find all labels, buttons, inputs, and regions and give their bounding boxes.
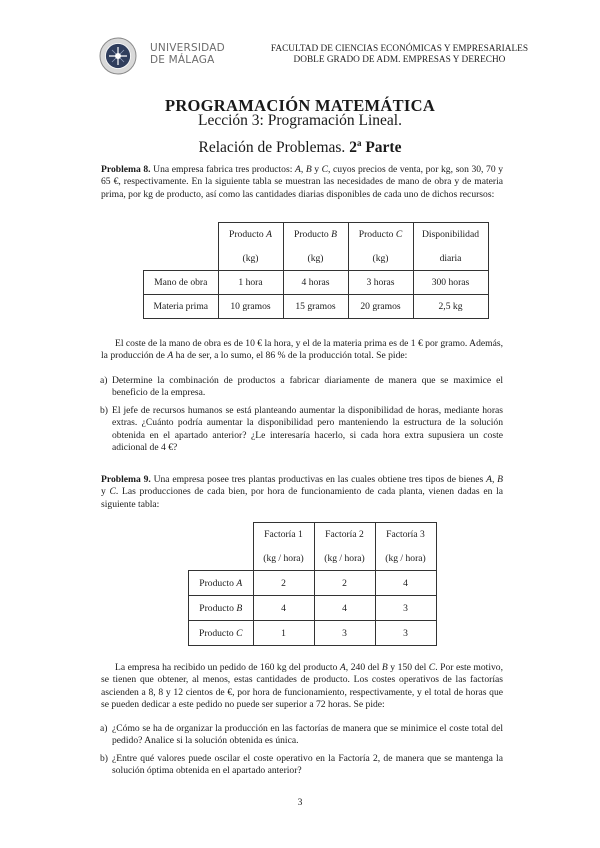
conditions-text: . Por este motivo, se tienen que obtener, al menos, estas cantidades de producto. Los costes operativos de las factorías ascienden a 8, 8 y 12 cientos de €, por hora de funcionamiento, respectivamente, y el total de horas que se pueden dedicar a este pedido no puede ser superior a 72 horas. Se pide: bbox=[101, 662, 503, 711]
table-row bbox=[189, 621, 437, 646]
table-cell: 4 bbox=[314, 596, 375, 621]
var-c: C bbox=[428, 662, 436, 673]
row-label bbox=[189, 621, 254, 646]
header-unit: (kg / hora) bbox=[324, 552, 365, 564]
faculty-line2: DOBLE GRADO DE ADM. EMPRESAS Y DERECHO bbox=[293, 55, 506, 65]
table-cell: 4 horas bbox=[283, 271, 348, 295]
header-unit: diaria bbox=[439, 252, 462, 264]
var-a: A bbox=[294, 164, 301, 175]
row-label-text: Producto bbox=[199, 627, 237, 639]
table-cell: 1 bbox=[253, 621, 314, 646]
problem9-item-a bbox=[100, 723, 503, 748]
header-text: Factoría 2 bbox=[325, 528, 364, 540]
header-unit: (kg / hora) bbox=[263, 552, 304, 564]
item-text: ¿Cómo se ha de organizar la producción en las factorías de manera que se minimice el coste total del pedido? Analice si la solución obtenida es única. bbox=[112, 723, 503, 747]
table-cell: 20 gramos bbox=[348, 295, 413, 319]
header-product-a bbox=[218, 223, 283, 271]
table-cell: 3 bbox=[375, 621, 436, 646]
problem8-statement bbox=[101, 164, 503, 201]
empty-cell bbox=[189, 523, 254, 571]
university-logo bbox=[98, 36, 144, 76]
header-text: Producto bbox=[229, 228, 267, 240]
header-unit: (kg) bbox=[307, 252, 324, 264]
row-label: Materia prima bbox=[144, 295, 219, 319]
header-availability bbox=[413, 223, 488, 271]
sep: y bbox=[101, 486, 110, 498]
faculty-name bbox=[271, 44, 528, 66]
table-row bbox=[189, 571, 437, 596]
conditions-text: y 150 del bbox=[387, 662, 429, 673]
header-var: C bbox=[395, 228, 403, 240]
table-cell: 3 bbox=[314, 621, 375, 646]
university-name-line2: DE MÁLAGA bbox=[150, 54, 215, 66]
conditions-text: El coste de la mano de obra es de 10 € la hora, y el de la materia prima es de 1 € por gramo. Además, la producción de bbox=[101, 338, 503, 362]
item-text: El jefe de recursos humanos se está planteando aumentar la disponibilidad de horas, mediante horas extras. ¿Cuánto podría aumentar la disponibilidad pero manteniendo la estructura de la solución obtenida en el apartado anterior? ¿Le interesaría hacerlo, si cada hora extra supusiera un coste adicional de 4 €? bbox=[112, 405, 503, 454]
var-c: C bbox=[321, 164, 329, 175]
university-name bbox=[150, 42, 225, 66]
header-unit: (kg) bbox=[372, 252, 389, 264]
page-header bbox=[98, 36, 528, 80]
var-a: A bbox=[486, 474, 492, 485]
table-cell: 300 horas bbox=[413, 271, 488, 295]
row-label bbox=[189, 571, 254, 596]
lesson-title: Lección 3: Programación Lineal. bbox=[197, 112, 402, 129]
relation-title bbox=[0, 134, 600, 157]
course-title: PROGRAMACIÓN MATEMÁTICA bbox=[164, 96, 436, 115]
empty-cell bbox=[144, 223, 219, 271]
faculty-line1: FACULTAD DE CIENCIAS ECONÓMICAS Y EMPRESARIALES bbox=[270, 44, 528, 54]
header-text: Factoría 3 bbox=[386, 528, 425, 540]
part-number: 2 bbox=[349, 139, 357, 157]
row-label-text: Producto bbox=[199, 577, 237, 589]
problem8-table bbox=[143, 222, 489, 319]
relation-text: Relación de Problemas. bbox=[198, 139, 346, 157]
item-mark: b) bbox=[100, 405, 108, 416]
row-label-var: B bbox=[236, 602, 243, 614]
row-label: Mano de obra bbox=[144, 271, 219, 295]
table-cell: 1 hora bbox=[218, 271, 283, 295]
problem8-intro-text-2: , cuyos precios de venta, por kg, son 30, 70 y 65 €, respectivamente. En la siguiente tabla se muestran las necesidades de mano de obra y de materia prima, por kg de producto, así como las cantidades diarias disponibles de cada uno de dichos recursos: bbox=[101, 164, 504, 200]
item-mark: b) bbox=[100, 753, 108, 764]
var-a: A bbox=[167, 350, 174, 362]
part-superscript: a bbox=[356, 138, 362, 148]
item-mark: a) bbox=[100, 723, 108, 734]
table-cell: 15 gramos bbox=[283, 295, 348, 319]
table-row bbox=[144, 271, 489, 295]
header-var: A bbox=[266, 228, 272, 240]
conditions-text-2: ha de ser, a lo sumo, el 86 % de la producción total. Se pide: bbox=[173, 350, 408, 362]
sep: y bbox=[311, 164, 322, 175]
table-cell: 2 bbox=[314, 571, 375, 596]
var-b: B bbox=[497, 474, 504, 485]
header-factory-1 bbox=[253, 523, 314, 571]
table-row bbox=[144, 295, 489, 319]
table-cell: 3 bbox=[375, 596, 436, 621]
problem8-intro-text: Una empresa fabrica tres productos: bbox=[153, 164, 295, 175]
item-text: Determine la combinación de productos a fabricar diariamente de manera que se maximice el beneficio de la empresa. bbox=[112, 375, 503, 399]
header-product-c bbox=[348, 223, 413, 271]
header-text: Factoría 1 bbox=[264, 528, 303, 540]
var-c: C bbox=[109, 486, 116, 498]
table-header-row bbox=[189, 523, 437, 571]
part-word: Parte bbox=[365, 139, 402, 157]
header-unit: (kg) bbox=[242, 252, 259, 264]
problem8-item-a bbox=[100, 375, 503, 400]
table-row bbox=[189, 596, 437, 621]
table-cell: 4 bbox=[375, 571, 436, 596]
problem9-label: Problema 9. bbox=[101, 474, 151, 485]
table-cell: 2,5 kg bbox=[413, 295, 488, 319]
row-label bbox=[189, 596, 254, 621]
conditions-text: , 240 del bbox=[345, 662, 382, 673]
item-text: ¿Entre qué valores puede oscilar el coste operativo en la Factoría 2, de manera que se mantenga la solución óptima obtenida en el apartado anterior? bbox=[112, 753, 503, 777]
var-b: B bbox=[381, 662, 388, 673]
var-b: B bbox=[305, 164, 312, 175]
problem9-table bbox=[188, 522, 437, 646]
header-text: Disponibilidad bbox=[421, 228, 480, 240]
table-cell: 3 horas bbox=[348, 271, 413, 295]
header-text: Producto bbox=[294, 228, 332, 240]
header-factory-2 bbox=[314, 523, 375, 571]
conditions-text: La empresa ha recibido un pedido de 160 kg del producto bbox=[115, 662, 340, 673]
sep: , bbox=[491, 474, 498, 485]
problem8-conditions bbox=[101, 338, 503, 363]
header-product-b bbox=[283, 223, 348, 271]
problem8-label: Problema 8. bbox=[101, 164, 151, 175]
table-cell: 4 bbox=[253, 596, 314, 621]
problem9-intro-text: Una empresa posee tres plantas productivas en las cuales obtiene tres tipos de bienes bbox=[153, 474, 487, 485]
page-number: 3 bbox=[297, 797, 303, 808]
problem9-conditions bbox=[101, 662, 503, 712]
table-cell: 10 gramos bbox=[218, 295, 283, 319]
problem9-intro-text-2: . Las producciones de cada bien, por hora de funcionamiento de cada planta, vienen dadas en la siguiente tabla: bbox=[101, 486, 503, 510]
problem9-item-b bbox=[100, 753, 503, 778]
sep: , bbox=[300, 164, 306, 175]
row-label-var: A bbox=[236, 577, 243, 589]
table-header-row bbox=[144, 223, 489, 271]
header-unit: (kg / hora) bbox=[385, 552, 426, 564]
header-text: Producto bbox=[358, 228, 396, 240]
problem9-statement bbox=[101, 474, 503, 511]
row-label-var: C bbox=[236, 627, 243, 639]
row-label-text: Producto bbox=[199, 602, 237, 614]
item-mark: a) bbox=[100, 375, 108, 386]
header-factory-3 bbox=[375, 523, 436, 571]
table-cell: 2 bbox=[253, 571, 314, 596]
problem8-item-b bbox=[100, 405, 503, 455]
university-name-line1: UNIVERSIDAD bbox=[150, 42, 225, 54]
var-a: A bbox=[339, 662, 346, 673]
header-var: B bbox=[331, 228, 337, 240]
